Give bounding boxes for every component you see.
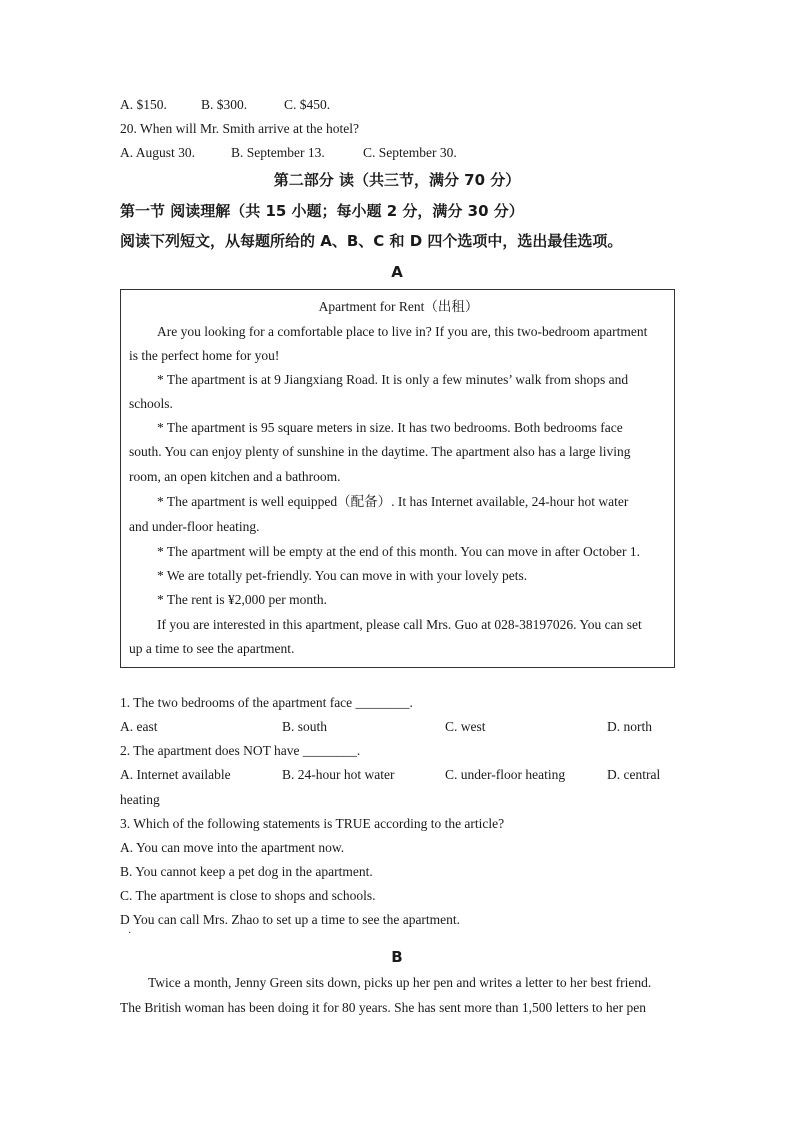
- passage-a-line: * The apartment is at 9 Jiangxiang Road. It is only a few minutes’ walk from shops and: [157, 372, 629, 387]
- passage-a-box: [120, 289, 675, 668]
- passage-b-line: Twice a month, Jenny Green sits down, picks up her pen and writes a letter to her best friend.: [148, 975, 652, 990]
- passage-a-line: Are you looking for a comfortable place to live in? If you are, this two-bedroom apartment: [157, 324, 648, 339]
- q1-option-d: D. north: [607, 719, 652, 734]
- q1-option-c: C. west: [445, 719, 486, 734]
- q1-option-a: A. east: [120, 719, 158, 734]
- q3-option-a: A. You can move into the apartment now.: [120, 840, 345, 855]
- passage-a-line: and under-floor heating.: [129, 519, 260, 534]
- q20-option-c: C. September 30.: [363, 145, 457, 160]
- passage-a-title: Apartment for Rent（出租）: [318, 299, 479, 314]
- passage-a-line: schools.: [129, 396, 173, 411]
- passage-a-line: * The apartment is well equipped（配备）. It has Internet available, 24-hour hot water: [157, 494, 629, 509]
- passage-a-line: * The apartment will be empty at the end of this month. You can move in after October 1.: [157, 544, 641, 559]
- q20-option-b: B. September 13.: [231, 145, 325, 160]
- q1-option-b: B. south: [282, 719, 328, 734]
- passage-a-line: south. You can enjoy plenty of sunshine in the daytime. The apartment also has a large living: [129, 444, 631, 459]
- q2-option-a: A. Internet available: [120, 767, 231, 782]
- q3-option-c: C. The apartment is close to shops and schools.: [120, 888, 376, 903]
- q1-stem: 1. The two bedrooms of the apartment face ________.: [120, 695, 413, 710]
- q3-option-d: D You can call Mrs. Zhao to set up a time to see the apartment.: [120, 912, 461, 927]
- q2-option-c: C. under-floor heating: [445, 767, 566, 782]
- q2-option-d: D. central: [607, 767, 661, 782]
- q3-stem: 3. Which of the following statements is TRUE according to the article?: [120, 816, 505, 831]
- passage-a-line: * The apartment is 95 square meters in size. It has two bedrooms. Both bedrooms face: [157, 420, 623, 435]
- passage-a-line: * The rent is ¥2,000 per month.: [157, 592, 327, 607]
- passage-a-line: If you are interested in this apartment, please call Mrs. Guo at 028-38197026. You can set: [157, 617, 642, 632]
- passage-a-line: up a time to see the apartment.: [129, 641, 295, 656]
- q19-option-c: C. $450.: [284, 97, 331, 112]
- q2-stem: 2. The apartment does NOT have ________.: [120, 743, 361, 758]
- stray-dot: ·: [128, 928, 132, 939]
- section1-heading: 第一节 阅读理解（共 15 小题；每小题 2 分，满分 30 分）: [120, 202, 524, 220]
- q19-option-a: A. $150.: [120, 97, 167, 112]
- passage-a-line: is the perfect home for you!: [129, 348, 280, 363]
- passage-a-line: * We are totally pet-friendly. You can move in with your lovely pets.: [157, 568, 528, 583]
- passage-a-label: A: [391, 263, 403, 281]
- q19-option-b: B. $300.: [201, 97, 248, 112]
- q3-option-b: B. You cannot keep a pet dog in the apartment.: [120, 864, 373, 879]
- q2-option-b: B. 24-hour hot water: [282, 767, 395, 782]
- part2-heading: 第二部分 读（共三节，满分 70 分）: [273, 171, 521, 189]
- q2-option-d-wrap: heating: [120, 792, 160, 807]
- passage-b-line: The British woman has been doing it for 80 years. She has sent more than 1,500 letters to her pen: [120, 1000, 647, 1015]
- q20-question: 20. When will Mr. Smith arrive at the hotel?: [120, 121, 359, 136]
- instruction: 阅读下列短文，从每题所给的 A、B、C 和 D 四个选项中，选出最佳选项。: [120, 232, 623, 250]
- passage-a-line: room, an open kitchen and a bathroom.: [129, 469, 341, 484]
- q20-option-a: A. August 30.: [120, 145, 196, 160]
- passage-b-label: B: [391, 948, 403, 966]
